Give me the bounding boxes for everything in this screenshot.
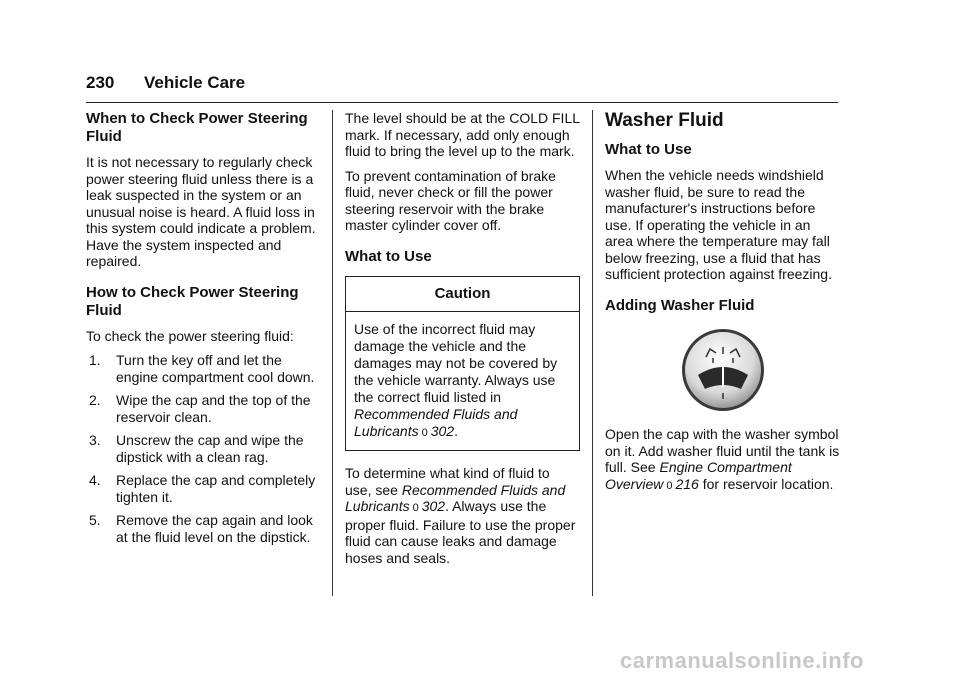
column-middle: [345, 110, 580, 574]
paragraph: Open the cap with the washer symbol on it. Add washer fluid until the tank is full. See Engine Compartment Overview 0 216 for reservoir location.: [605, 426, 840, 492]
section-heading: When to Check Power Steering Fluid: [86, 110, 308, 145]
paragraph: To determine what kind of fluid to use, see Recommended Fluids and Lubricants 0 302. Always use the proper fluid. Failure to use the proper fluid can cause leaks and damage hoses and seals.: [345, 465, 576, 566]
column-right: [605, 110, 840, 502]
steps-list: [86, 352, 322, 545]
paragraph: To check the power steering fluid:: [86, 327, 294, 344]
list-item: 5. Remove the cap again and look at the fluid level on the dipstick.: [89, 512, 313, 545]
page-number: 230: [86, 73, 115, 92]
column-left: [86, 110, 322, 552]
list-item: 2. Wipe the cap and the top of the reservoir clean.: [89, 392, 311, 425]
washer-symbol-figure: [605, 327, 840, 417]
section-heading: What to Use: [345, 247, 432, 265]
caution-box: [345, 276, 580, 452]
cross-reference-link[interactable]: Recommended Fluids and Lubricants: [345, 481, 566, 514]
caution-body: Use of the incorrect fluid may damage the vehicle and the damages may not be covered by the vehicle warranty. Always use the correct fluid listed in Recommended Fluids and Lubricants 0 302.: [354, 321, 558, 439]
list-item: 4. Replace the cap and completely tighten it.: [89, 472, 316, 505]
list-item: 1. Turn the key off and let the engine compartment cool down.: [89, 352, 315, 385]
column-divider: [332, 110, 333, 596]
washer-fluid-symbol-icon: [680, 327, 766, 413]
section-heading: Adding Washer Fluid: [605, 296, 755, 314]
page-header: [86, 70, 838, 103]
cross-reference-link[interactable]: Recommended Fluids and Lubricants: [354, 406, 518, 439]
watermark: carmanualsonline.info: [620, 648, 864, 673]
page-section-title: Vehicle Care: [144, 73, 246, 92]
column-divider: [592, 110, 593, 596]
cross-reference-link[interactable]: Engine Compartment Overview: [605, 459, 792, 492]
paragraph: To prevent contamination of brake fluid, never check or fill the power steering reservoir with the brake master cylinder cover off.: [345, 167, 556, 233]
paragraph: The level should be at the COLD FILL mark. If necessary, add only enough fluid to bring the level up to the mark.: [345, 110, 580, 159]
caution-title: Caution: [346, 277, 579, 313]
paragraph: When the vehicle needs windshield washer fluid, be sure to read the manufacturer's instructions before use. If operating the vehicle in an area where the temperature may fall below freezing, use a fluid that has sufficient protection against freezing.: [605, 167, 832, 282]
page-heading: Washer Fluid: [605, 110, 724, 131]
section-heading: What to Use: [605, 141, 692, 158]
section-heading: How to Check Power Steering Fluid: [86, 283, 299, 319]
list-item: 3. Unscrew the cap and wipe the dipstick with a clean rag.: [89, 432, 304, 465]
paragraph: It is not necessary to regularly check power steering fluid unless there is a leak suspected in the system or an unusual noise is heard. A fluid loss in this system could indicate a problem. Have the system inspected and repaired.: [86, 154, 316, 269]
